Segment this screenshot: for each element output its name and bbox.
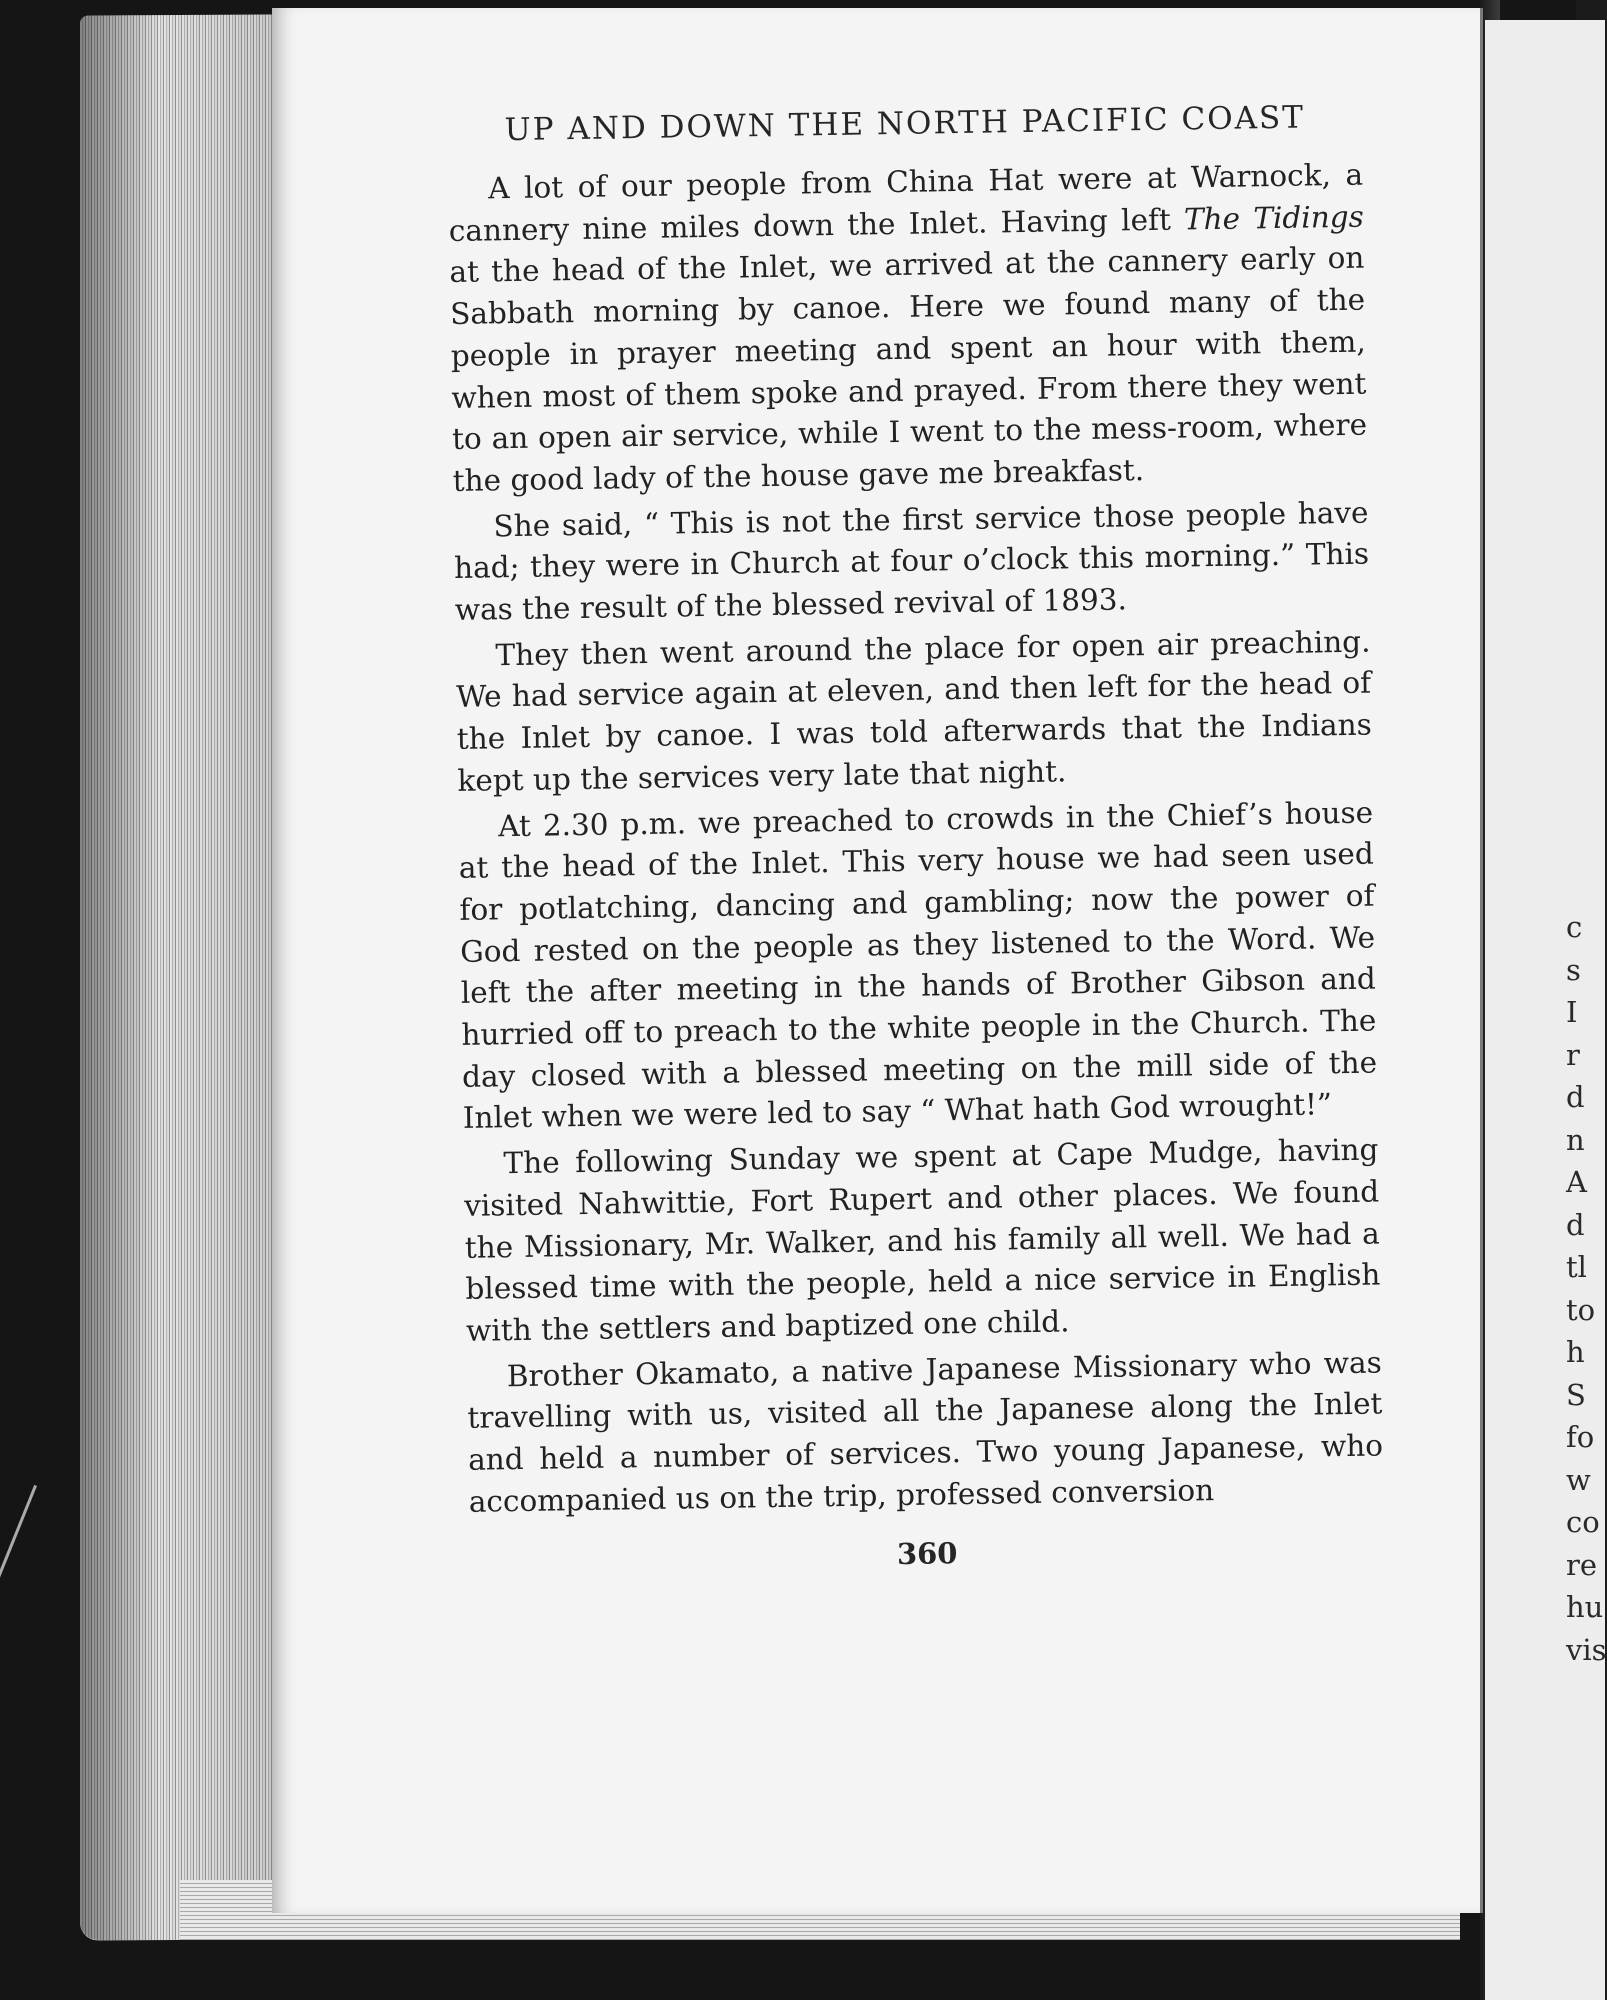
facing-page-fragment: hu xyxy=(1566,1590,1604,1624)
facing-page-fragment: A xyxy=(1566,1165,1587,1199)
paragraph-5: The following Sunday we spent at Cape Mudge, having visited Nahwittie, Fort Rupert and other places. We found the Missionary, Mr. Walker, and his family all well. We had a blessed time with the people, held a nice service in English with the settlers and baptized one child. xyxy=(463,1132,1381,1348)
paragraph-6: Brother Okamato, a native Japanese Missionary who was travelling with us, visited all the Japanese along the Inlet and held a number of services. Two young Japanese, who accompanied us on the trip, professed conversion xyxy=(467,1345,1384,1519)
paragraph-1-text-a: A lot of our people from China Hat were at Warnock, a cannery nine miles down the Inlet. Having left xyxy=(448,157,1364,248)
facing-page xyxy=(1485,20,1605,2000)
facing-page-fragment: co xyxy=(1566,1505,1600,1539)
facing-page-fragment: fo xyxy=(1566,1420,1595,1454)
page-number: 360 xyxy=(896,1535,958,1571)
facing-page-fragment: S xyxy=(1566,1377,1586,1412)
facing-page-fragment: n xyxy=(1566,1122,1585,1157)
facing-page-fragment: to xyxy=(1566,1292,1596,1327)
page-edges-shadow xyxy=(80,15,280,1940)
paragraph-4: At 2.30 p.m. we preached to crowds in the Chief’s house at the head of the Inlet. This very house we had seen used for potlatching, dancing and gambling; now the power of God rested on the people as they listened to the Word. We left the after meeting in the hands of Brother Gibson and hurried off to preach to the white people in the Church. The day closed with a blessed meeting on the mill side of the Inlet when we were led to say “ What hath God wrought!” xyxy=(458,795,1378,1136)
scratch-mark xyxy=(0,1485,37,1625)
facing-page-fragment: re xyxy=(1566,1547,1598,1582)
facing-page-fragment: tl xyxy=(1566,1250,1587,1284)
facing-page-fragment: d xyxy=(1566,1207,1585,1242)
page-content xyxy=(447,99,1385,1578)
paragraph-1-text-b: at the head of the Inlet, we arrived at the cannery early on Sabbath morning by canoe. Here we found many of the people in prayer meeting and spent an hour with them, when most of them spoke and prayed. From there they went to an open air service, while I went to the mess-room, where the good lady of the house gave me breakfast. xyxy=(449,241,1368,498)
facing-page-fragment: r xyxy=(1566,1037,1580,1072)
paragraph-1 xyxy=(448,155,1368,503)
running-head: UP AND DOWN THE NORTH PACIFIC COAST xyxy=(504,99,1306,149)
facing-page-fragment: s xyxy=(1566,952,1581,987)
book-page xyxy=(272,8,1483,1913)
facing-page-fragment: h xyxy=(1566,1335,1585,1369)
paragraph-3: They then went around the place for open air preaching. We had service again at eleven, and then left for the head of the Inlet by canoe. I was told afterwards that the Indians kept up the services very late that night. xyxy=(455,624,1372,798)
facing-page-fragment: vis xyxy=(1566,1632,1607,1667)
facing-page-fragment: d xyxy=(1566,1080,1585,1114)
facing-page-fragment: w xyxy=(1566,1462,1591,1497)
paragraph-2: She said, “ This is not the first service those people have had; they were in Church at four o’clock this morning.” This was the result of the blessed revival of 1893. xyxy=(453,495,1370,627)
paragraph-1-italic-title: The Tidings xyxy=(1183,199,1365,237)
facing-page-fragment: I xyxy=(1566,995,1578,1029)
facing-page-fragment: c xyxy=(1566,910,1583,944)
